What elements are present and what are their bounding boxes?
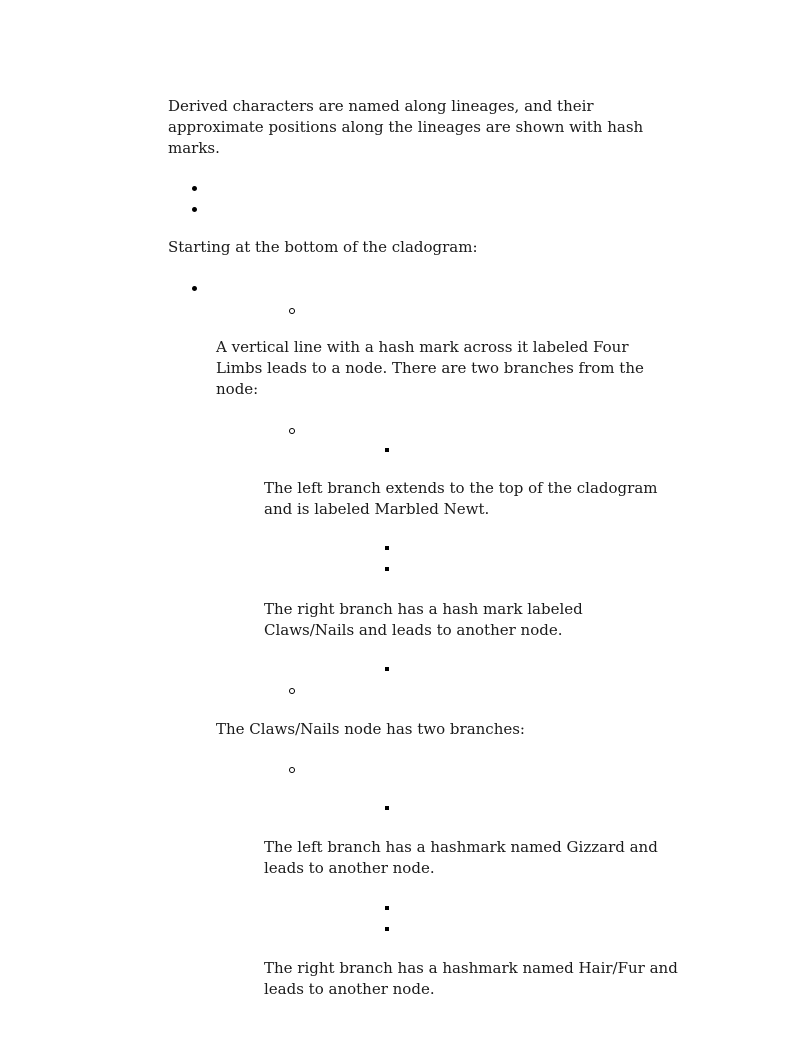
bullet-circle <box>289 688 295 694</box>
bullet-square <box>385 927 389 931</box>
bullet-square <box>385 667 389 671</box>
bullet-disc <box>192 286 197 291</box>
left-branch-newt-paragraph: The left branch extends to the top of the cladogram and is labeled Marbled Newt. <box>264 479 658 518</box>
bullet-disc <box>192 186 197 191</box>
start-paragraph: Starting at the bottom of the cladogram: <box>168 238 478 256</box>
bullet-square <box>385 567 389 571</box>
right-branch-claws-paragraph: The right branch has a hash mark labeled Claws/Nails and leads to another node. <box>264 600 583 639</box>
bullet-square <box>385 546 389 550</box>
bullet-square <box>385 448 389 452</box>
bullet-square <box>385 806 389 810</box>
bullet-square <box>385 906 389 910</box>
bullet-circle <box>289 767 295 773</box>
bullet-disc <box>192 207 197 212</box>
four-limbs-paragraph: A vertical line with a hash mark across it labeled Four Limbs leads to a node. There are two branches from the node: <box>216 338 644 398</box>
right-branch-hair-paragraph: The right branch has a hashmark named Hair/Fur and leads to another node. <box>264 959 678 998</box>
intro-paragraph: Derived characters are named along lineages, and their approximate positions along the lineages are shown with hash marks. <box>168 97 644 157</box>
left-branch-gizzard-paragraph: The left branch has a hashmark named Gizzard and leads to another node. <box>264 838 658 877</box>
bullet-circle <box>289 428 295 434</box>
bullet-circle <box>289 308 295 314</box>
claws-node-paragraph: The Claws/Nails node has two branches: <box>216 720 525 738</box>
